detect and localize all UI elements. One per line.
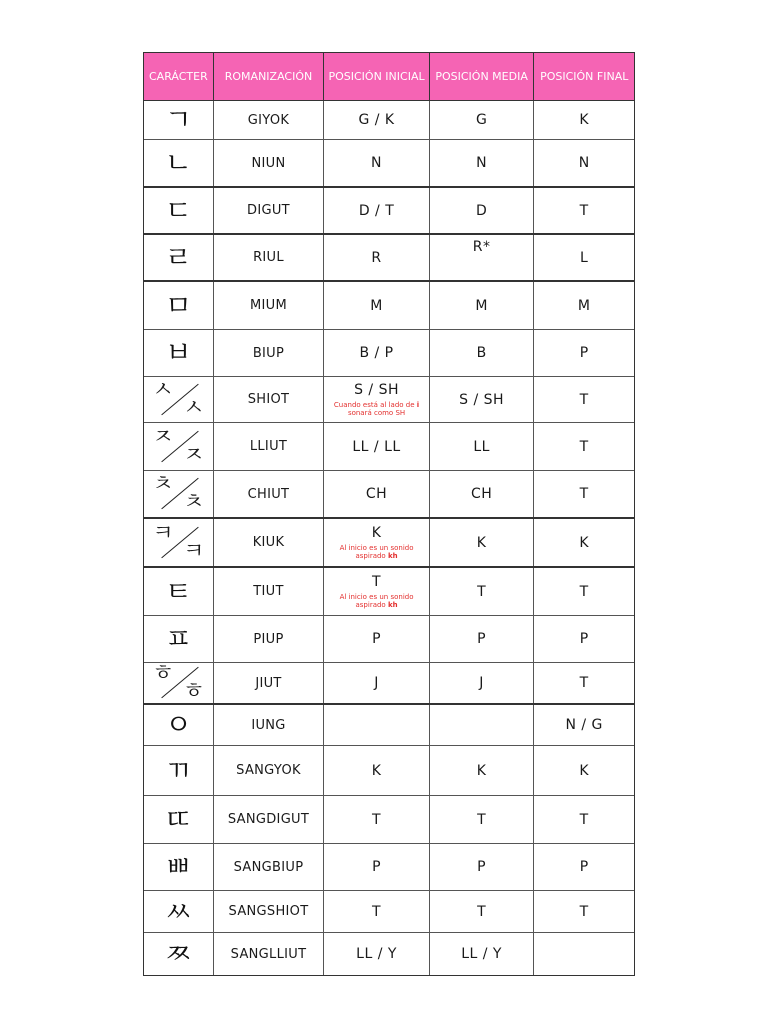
final-position-cell: N <box>578 155 590 171</box>
character-glyph: ㄴ <box>164 146 192 179</box>
final-position-cell: T <box>579 391 589 408</box>
initial-position-cell <box>324 519 430 566</box>
romanization-cell: SANGBIUP <box>214 844 325 890</box>
final-position-cell: T <box>579 903 589 920</box>
header-caracter: CARÁCTER <box>144 53 214 100</box>
table-row <box>144 891 634 933</box>
middle-position-cell: CH <box>430 471 535 517</box>
middle-position-cell: R* <box>430 235 535 280</box>
character-pair <box>148 474 208 514</box>
middle-position-cell: G <box>430 101 535 139</box>
final-position-cell: K <box>579 762 590 779</box>
romanization-cell: JIUT <box>214 663 325 703</box>
header-posicion-final: POSICIÓN FINAL <box>540 70 629 83</box>
middle-position-cell: LL <box>430 423 535 470</box>
final-position-cell: T <box>579 486 589 502</box>
initial-value: B / P <box>359 345 394 361</box>
romanization-cell: SHIOT <box>214 377 325 422</box>
initial-value: R <box>371 249 382 266</box>
final-position-cell: K <box>579 534 590 551</box>
note-text: Al inicio es un sonido aspirado <box>339 544 414 560</box>
character-cell <box>144 568 214 615</box>
initial-position-cell <box>324 235 430 280</box>
table-row <box>144 796 634 844</box>
romanization-cell: NIUN <box>214 140 325 186</box>
character-cell <box>144 101 214 139</box>
note-text: Cuando está al lado de <box>333 401 415 409</box>
initial-value: S / SH <box>354 382 399 398</box>
romanization-cell: IUNG <box>214 705 325 745</box>
table-row <box>144 471 634 519</box>
character-glyph: ㄲ <box>164 753 192 787</box>
romanization-cell: DIGUT <box>214 188 325 233</box>
middle-position-cell: P <box>430 616 535 662</box>
final-position-cell: P <box>579 859 589 875</box>
character-cell <box>144 330 214 376</box>
table-row <box>144 330 634 377</box>
pronunciation-note <box>324 593 429 609</box>
character-cell <box>144 933 214 975</box>
initial-value: K <box>371 762 382 779</box>
final-position-cell: T <box>579 675 589 691</box>
initial-position-cell <box>324 663 430 703</box>
character-glyph-b: ㅈ <box>183 442 205 468</box>
initial-position-cell <box>324 568 430 615</box>
final-position-cell: K <box>579 112 590 128</box>
character-cell <box>144 235 214 280</box>
romanization-cell: SANGSHIOT <box>214 891 325 932</box>
note-bold: kh <box>387 601 398 609</box>
header-posicion-media: POSICIÓN MEDIA <box>430 53 535 100</box>
initial-position-cell <box>324 471 430 517</box>
character-cell <box>144 616 214 662</box>
character-glyph: ㅃ <box>164 850 192 883</box>
romanization-cell: SANGLLIUT <box>214 933 325 975</box>
character-cell <box>144 519 214 566</box>
initial-value: N <box>371 155 383 171</box>
initial-value: T <box>372 811 382 828</box>
character-cell <box>144 471 214 517</box>
final-position-cell <box>534 933 634 975</box>
character-glyph: ㄷ <box>164 193 192 227</box>
romanization-cell: SANGYOK <box>214 746 325 795</box>
final-position-cell: N / G <box>565 717 603 733</box>
final-position-cell: M <box>577 297 591 314</box>
character-pair <box>148 424 208 468</box>
character-glyph-b: ㅋ <box>183 538 205 564</box>
initial-position-cell <box>324 101 430 139</box>
character-pair <box>148 520 208 564</box>
romanization-cell: BIUP <box>214 330 325 376</box>
table-row <box>144 140 634 188</box>
initial-value: T <box>372 903 382 920</box>
initial-position-cell <box>324 188 430 233</box>
romanization-cell: TIUT <box>214 568 325 615</box>
character-cell <box>144 844 214 890</box>
character-glyph: ㄹ <box>164 240 192 274</box>
header-romanizacion: ROMANIZACIÓN <box>214 53 325 100</box>
note-text-2: sonará como SH <box>347 409 406 417</box>
table-row <box>144 101 634 140</box>
romanization-cell: KIUK <box>214 519 325 566</box>
initial-value: J <box>374 675 379 691</box>
character-glyph-b: ㅎ <box>183 679 205 703</box>
initial-position-cell <box>324 705 430 745</box>
final-position-cell: T <box>579 811 589 828</box>
character-cell <box>144 663 214 703</box>
character-cell <box>144 282 214 329</box>
initial-value: P <box>372 859 382 875</box>
character-glyph-a: ㅈ <box>152 424 174 450</box>
initial-value: D / T <box>358 202 395 219</box>
middle-position-cell: T <box>430 568 535 615</box>
note-text: Al inicio es un sonido aspirado <box>339 593 414 609</box>
final-position-cell: T <box>579 438 589 455</box>
initial-value: K <box>371 525 382 541</box>
middle-position-cell: B <box>430 330 535 376</box>
middle-position-cell: D <box>430 188 535 233</box>
initial-value: M <box>370 297 383 314</box>
initial-position-cell <box>324 796 430 843</box>
character-cell <box>144 188 214 233</box>
middle-position-cell: M <box>430 282 535 329</box>
note-bold: kh <box>387 552 398 560</box>
initial-value: LL / Y <box>356 946 397 962</box>
character-glyph-a: ㅎ <box>152 663 174 686</box>
initial-value: P <box>372 631 382 647</box>
initial-position-cell <box>324 746 430 795</box>
pronunciation-note <box>334 401 419 417</box>
middle-position-cell: J <box>430 663 535 703</box>
table-row <box>144 423 634 471</box>
character-glyph-a: ㅋ <box>152 520 174 546</box>
character-cell <box>144 705 214 745</box>
character-cell <box>144 796 214 843</box>
table-row <box>144 705 634 746</box>
character-glyph-a: ㅅ <box>152 377 174 403</box>
initial-value: G / K <box>358 112 395 128</box>
table-row <box>144 377 634 423</box>
middle-position-cell: S / SH <box>430 377 535 422</box>
character-cell <box>144 746 214 795</box>
character-glyph: ㅇ <box>164 708 192 741</box>
final-position-cell: P <box>579 345 589 361</box>
final-position-cell: T <box>579 583 589 600</box>
character-pair <box>148 663 208 703</box>
final-position-cell: T <box>579 202 589 219</box>
header-row <box>144 53 634 101</box>
character-cell <box>144 891 214 932</box>
initial-position-cell <box>324 282 430 329</box>
initial-position-cell <box>324 140 430 186</box>
table-body <box>144 101 634 975</box>
table-row <box>144 746 634 796</box>
character-cell <box>144 140 214 186</box>
header-posicion-inicial: POSICIÓN INICIAL <box>324 53 430 100</box>
initial-value: T <box>372 574 382 590</box>
table-row <box>144 933 634 975</box>
table-row <box>144 663 634 705</box>
romanization-cell: RIUL <box>214 235 325 280</box>
middle-position-cell: LL / Y <box>430 933 535 975</box>
character-glyph: ㅍ <box>164 622 192 655</box>
romanization-cell: GIYOK <box>214 101 325 139</box>
character-cell <box>144 423 214 470</box>
romanization-cell: SANGDIGUT <box>214 796 325 843</box>
character-glyph: ㄱ <box>164 103 192 136</box>
table-row <box>144 188 634 235</box>
final-position-cell: P <box>579 631 589 647</box>
pronunciation-note <box>324 544 429 560</box>
initial-position-cell <box>324 423 430 470</box>
romanization-cell: LLIUT <box>214 423 325 470</box>
character-glyph-a: ㅊ <box>152 472 174 497</box>
note-bold: i <box>416 401 420 409</box>
character-glyph: ㅉ <box>164 937 192 970</box>
character-glyph: ㅌ <box>164 574 192 608</box>
initial-position-cell <box>324 891 430 932</box>
initial-value: CH <box>365 486 388 502</box>
character-glyph: ㅆ <box>164 894 192 928</box>
initial-position-cell <box>324 377 430 422</box>
table-row <box>144 282 634 330</box>
character-glyph-b: ㅊ <box>183 490 205 515</box>
table-row <box>144 568 634 616</box>
initial-position-cell <box>324 933 430 975</box>
character-glyph: ㄸ <box>164 802 192 836</box>
romanization-cell: CHIUT <box>214 471 325 517</box>
initial-position-cell <box>324 844 430 890</box>
table-row <box>144 844 634 891</box>
middle-position-cell: T <box>430 891 535 932</box>
middle-position-cell <box>430 705 535 745</box>
character-glyph: ㅁ <box>164 288 192 322</box>
middle-position-cell: P <box>430 844 535 890</box>
romanization-cell: MIUM <box>214 282 325 329</box>
character-pair <box>148 377 208 421</box>
middle-position-cell: K <box>430 746 535 795</box>
table-row <box>144 616 634 663</box>
table-row <box>144 519 634 568</box>
romanization-cell: PIUP <box>214 616 325 662</box>
initial-position-cell <box>324 330 430 376</box>
final-position-cell: L <box>580 249 589 266</box>
middle-position-cell: N <box>430 140 535 186</box>
character-glyph-b: ㅅ <box>183 395 205 421</box>
middle-position-cell: K <box>430 519 535 566</box>
character-cell <box>144 377 214 422</box>
table-row <box>144 235 634 282</box>
initial-position-cell <box>324 616 430 662</box>
hangul-consonant-table <box>143 52 635 976</box>
initial-value: LL / LL <box>352 438 401 455</box>
character-glyph: ㅂ <box>164 336 192 369</box>
middle-position-cell: T <box>430 796 535 843</box>
